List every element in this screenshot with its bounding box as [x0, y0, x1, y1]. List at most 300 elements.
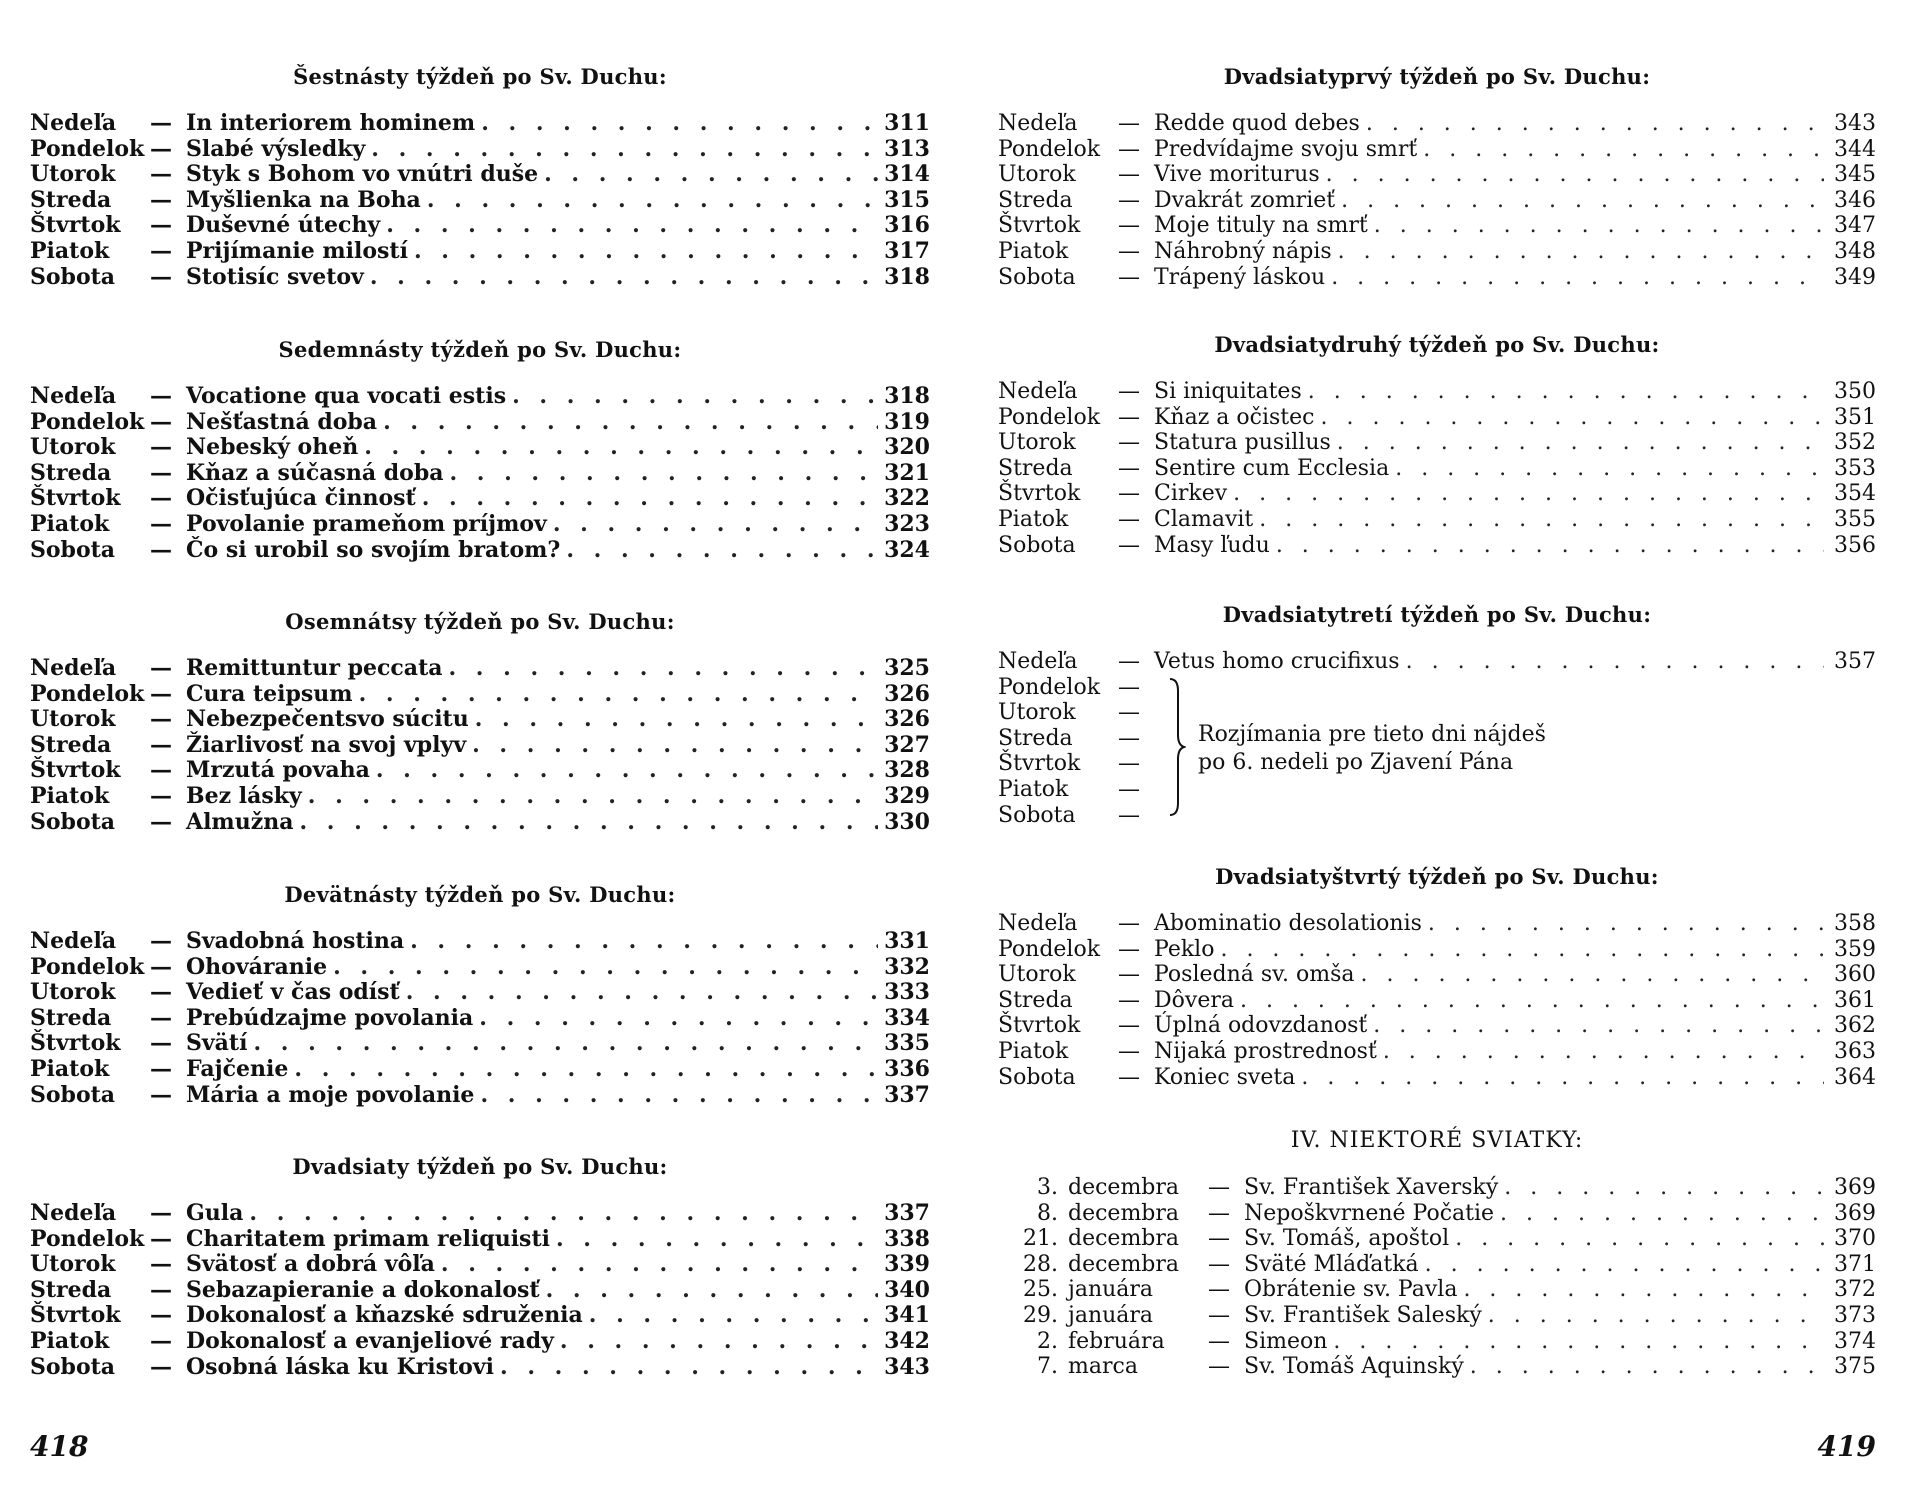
entry-title: Peklo — [1154, 936, 1215, 962]
entry-dash: — — [150, 263, 172, 290]
feast-entry — [998, 1303, 1876, 1329]
entry-page-number: 318 — [884, 263, 930, 290]
dot-leader — [1240, 988, 1824, 1014]
entry-dash: — — [150, 1004, 172, 1031]
entry-dash: — — [1118, 264, 1140, 290]
entry-page-number: 319 — [884, 408, 930, 435]
right-page — [998, 0, 1876, 1500]
toc-entry — [998, 481, 1876, 507]
dot-leader — [1326, 162, 1824, 188]
entry-dash: — — [1118, 162, 1140, 188]
toc-entry — [30, 733, 930, 759]
entry-page-number: 316 — [884, 212, 930, 239]
dot-leader — [410, 929, 878, 955]
dot-leader — [1276, 533, 1824, 559]
entry-dash: — — [150, 536, 172, 563]
dot-leader — [1337, 430, 1824, 456]
entry-title: Moje tituly na smrť — [1154, 213, 1368, 239]
toc-entry — [30, 810, 930, 836]
entry-page-number: 333 — [884, 979, 930, 1006]
dot-leader — [1373, 1013, 1824, 1039]
entry-title: Sv. Tomáš Aquinský — [1244, 1354, 1464, 1380]
dot-leader — [253, 1031, 878, 1057]
entry-title: Dôvera — [1154, 987, 1234, 1013]
section-heading: Sedemnásty týždeň po Sv. Duchu: — [278, 337, 682, 362]
entry-list — [998, 911, 1876, 1090]
dot-leader — [500, 1355, 878, 1381]
braced-note — [1198, 721, 1546, 777]
entry-page-number: 369 — [1834, 1175, 1876, 1200]
entry-list — [30, 929, 930, 1108]
entry-title: Osobná láska ku Kristovi — [186, 1353, 494, 1380]
entry-title: Nijaká prostrednosť — [1154, 1038, 1377, 1064]
feast-date-month: decembra — [1068, 1175, 1180, 1200]
page-folio: 419 — [1817, 1430, 1876, 1463]
toc-entry — [30, 758, 930, 784]
section — [30, 607, 930, 835]
entry-day: Nedeľa — [30, 928, 117, 954]
entry-page-number: 325 — [884, 655, 930, 681]
entry-page-number: 373 — [1834, 1302, 1876, 1328]
entry-title: Prijímanie milostí — [186, 237, 408, 264]
toc-entry — [998, 239, 1876, 265]
entry-page-number: 324 — [884, 536, 930, 563]
entry-day: Pondelok — [998, 936, 1101, 962]
entry-title: Redde quod debes — [1154, 111, 1360, 136]
entry-page-number: 339 — [884, 1251, 930, 1278]
entry-title: Kňaz a očistec — [1154, 404, 1315, 430]
entry-title: Clamavit — [1154, 506, 1254, 532]
entry-dash: — — [1208, 1302, 1230, 1328]
entry-list — [998, 649, 1876, 828]
entry-day: Nedeľa — [998, 911, 1078, 936]
entry-page-number: 372 — [1834, 1277, 1876, 1303]
toc-entry — [30, 239, 930, 265]
entry-title: Svadobná hostina — [186, 928, 405, 954]
dot-leader — [1259, 507, 1824, 533]
entry-day: Sobota — [998, 802, 1076, 828]
entry-dash: — — [150, 782, 172, 809]
entry-title: Duševné útechy — [186, 212, 381, 239]
dot-leader — [1374, 213, 1824, 239]
entry-day: Sobota — [30, 808, 116, 835]
dot-leader — [249, 1201, 878, 1227]
dot-leader — [480, 1083, 878, 1109]
entry-page-number: 370 — [1834, 1226, 1876, 1252]
entry-page-number: 326 — [884, 706, 930, 733]
entry-day: Piatok — [30, 1055, 110, 1082]
entry-day: Štvrtok — [998, 481, 1081, 507]
entry-page-number: 357 — [1834, 649, 1876, 674]
entry-page-number: 375 — [1834, 1354, 1876, 1380]
toc-entry — [30, 213, 930, 239]
entry-page-number: 347 — [1834, 213, 1876, 239]
entry-day: Nedeľa — [998, 379, 1078, 404]
entry-page-number: 345 — [1834, 162, 1876, 188]
section-heading: Dvadsiatytretí týždeň po Sv. Duchu: — [1222, 602, 1652, 627]
toc-entry — [998, 188, 1876, 214]
dot-leader — [308, 784, 878, 810]
feast-entry — [998, 1175, 1876, 1201]
curly-brace-icon — [1166, 677, 1186, 817]
entry-day: Piatok — [998, 238, 1069, 264]
braced-note-line: Rozjímania pre tieto dni nájdeš — [1198, 721, 1546, 747]
feast-date-day: 29. — [1023, 1302, 1058, 1328]
toc-entry — [998, 911, 1876, 937]
entry-day: Piatok — [998, 506, 1069, 532]
entry-day: Streda — [30, 1276, 112, 1303]
entry-dash: — — [150, 757, 172, 784]
dot-leader — [359, 682, 878, 708]
entry-day: Nedeľa — [30, 1200, 117, 1226]
toc-entry — [998, 137, 1876, 163]
entry-day: Štvrtok — [30, 757, 121, 784]
entry-title: Dokonalosť a evanjeliové rady — [186, 1327, 554, 1354]
entry-dash: — — [150, 680, 172, 707]
entry-page-number: 350 — [1834, 379, 1876, 404]
toc-entry — [30, 682, 930, 708]
entry-dash: — — [1118, 379, 1140, 404]
entry-day: Sobota — [30, 1081, 116, 1108]
toc-entry — [998, 379, 1876, 405]
feast-date-month: decembra — [1068, 1226, 1180, 1252]
entry-day: Pondelok — [998, 404, 1101, 430]
entry-day: Nedeľa — [30, 383, 117, 409]
entry-dash: — — [1118, 936, 1140, 962]
entry-title: Statura pusillus — [1154, 430, 1331, 456]
entry-title: Vocatione qua vocati estis — [186, 383, 507, 409]
entry-page-number: 348 — [1834, 238, 1876, 264]
entry-day: Streda — [998, 987, 1073, 1013]
entry-page-number: 340 — [884, 1276, 930, 1303]
entry-day: Utorok — [998, 430, 1076, 456]
entry-page-number: 354 — [1834, 481, 1876, 507]
entry-dash: — — [1118, 802, 1140, 828]
dot-leader — [1395, 456, 1824, 482]
toc-entry — [30, 1031, 930, 1057]
entry-day: Štvrtok — [998, 751, 1081, 777]
entry-page-number: 327 — [884, 731, 930, 758]
entry-day: Utorok — [998, 700, 1076, 726]
entry-title: Almužna — [186, 808, 294, 835]
entry-title: Abominatio desolationis — [1154, 911, 1422, 936]
entry-dash: — — [150, 459, 172, 486]
entry-dash: — — [150, 110, 172, 136]
entry-title: Prebúdzajme povolania — [186, 1004, 474, 1031]
toc-entry — [30, 1329, 930, 1355]
entry-dash: — — [1118, 700, 1140, 726]
entry-dash: — — [150, 237, 172, 264]
entry-title: Simeon — [1244, 1328, 1328, 1354]
entry-day: Nedeľa — [30, 110, 117, 136]
entry-day: Sobota — [30, 536, 116, 563]
entry-dash: — — [150, 186, 172, 213]
entry-page-number: 329 — [884, 782, 930, 809]
entry-dash: — — [1118, 911, 1140, 936]
entry-dash: — — [150, 1302, 172, 1329]
section-heading: Dvadsiatydruhý týždeň po Sv. Duchu: — [1214, 332, 1660, 357]
braced-day-group — [998, 675, 1876, 829]
toc-entry — [998, 1013, 1876, 1039]
entry-dash: — — [150, 1055, 172, 1082]
entry-dash: — — [150, 1353, 172, 1380]
dot-leader — [1488, 1303, 1824, 1329]
entry-dash: — — [1118, 481, 1140, 507]
entry-title: Slabé výsledky — [186, 135, 366, 162]
entry-page-number: 342 — [884, 1327, 930, 1354]
dot-leader — [370, 265, 878, 291]
entry-page-number: 318 — [884, 383, 930, 409]
entry-title: Posledná sv. omša — [1154, 962, 1355, 988]
entry-page-number: 358 — [1834, 911, 1876, 936]
toc-entry — [998, 507, 1876, 533]
dot-leader — [383, 410, 878, 436]
entry-page-number: 356 — [1834, 532, 1876, 558]
dot-leader — [1406, 649, 1824, 675]
entry-page-number: 313 — [884, 135, 930, 162]
braced-day — [998, 777, 1876, 803]
toc-entry — [998, 456, 1876, 482]
entry-page-number: 337 — [884, 1081, 930, 1108]
entry-day: Utorok — [998, 962, 1076, 988]
entry-day: Streda — [998, 725, 1073, 751]
toc-entry — [998, 988, 1876, 1014]
toc-entry — [30, 1057, 930, 1083]
entry-day: Streda — [998, 455, 1073, 481]
entry-title: Vedieť v čas odísť — [186, 979, 400, 1006]
entry-title: Čo si urobil so svojím bratom? — [186, 536, 561, 563]
toc-entry — [30, 1303, 930, 1329]
entry-page-number: 360 — [1834, 962, 1876, 988]
entry-page-number: 337 — [884, 1200, 930, 1226]
entry-dash: — — [1118, 1064, 1140, 1090]
dot-leader — [1341, 188, 1824, 214]
dot-leader — [449, 461, 878, 487]
dot-leader — [1321, 405, 1825, 431]
entry-day: Piatok — [998, 776, 1069, 802]
entry-page-number: 355 — [1834, 506, 1876, 532]
entry-day: Štvrtok — [998, 213, 1081, 239]
entry-day: Štvrtok — [30, 1302, 121, 1329]
entry-dash: — — [150, 485, 172, 512]
entry-title: Si iniquitates — [1154, 379, 1302, 404]
section-heading: Dvadsiaty týždeň po Sv. Duchu: — [292, 1154, 668, 1179]
entry-day: Utorok — [998, 162, 1076, 188]
entry-day: Nedeľa — [30, 655, 117, 681]
toc-entry — [30, 1278, 930, 1304]
entry-day: Pondelok — [30, 953, 145, 980]
entry-list — [30, 384, 930, 563]
page-folio: 418 — [30, 1430, 89, 1463]
dot-leader — [544, 162, 878, 188]
dot-leader — [479, 1006, 878, 1032]
entry-title: Svätí — [186, 1030, 248, 1057]
entry-day: Streda — [30, 731, 112, 758]
dot-leader — [1504, 1175, 1824, 1201]
dot-leader — [1383, 1039, 1824, 1065]
entry-day: Piatok — [30, 510, 110, 537]
entry-title: Mária a moje povolanie — [186, 1081, 475, 1108]
entry-dash: — — [1118, 987, 1140, 1013]
entry-day: Utorok — [30, 706, 116, 733]
entry-day: Utorok — [30, 434, 116, 461]
dot-leader — [294, 1057, 878, 1083]
toc-entry — [998, 937, 1876, 963]
entry-page-number: 364 — [1834, 1064, 1876, 1090]
toc-entry — [30, 137, 930, 163]
feast-entry — [998, 1201, 1876, 1227]
entry-day: Štvrtok — [30, 1030, 121, 1057]
toc-entry — [998, 533, 1876, 559]
entry-page-number: 361 — [1834, 987, 1876, 1013]
dot-leader — [556, 1227, 878, 1253]
entry-dash: — — [1118, 674, 1140, 700]
entry-page-number: 331 — [884, 928, 930, 954]
dot-leader — [376, 758, 878, 784]
entry-page-number: 328 — [884, 757, 930, 784]
entry-page-number: 314 — [884, 161, 930, 188]
dot-leader — [1455, 1226, 1824, 1252]
entry-dash: — — [150, 383, 172, 409]
section — [30, 335, 930, 563]
entry-title: Kňaz a súčasná doba — [186, 459, 444, 486]
entry-dash: — — [1118, 1038, 1140, 1064]
entry-title: Remittuntur peccata — [186, 655, 443, 681]
entry-dash: — — [150, 1225, 172, 1252]
toc-entry — [998, 430, 1876, 456]
entry-title: Gula — [186, 1200, 244, 1226]
dot-leader — [1331, 265, 1824, 291]
entry-title: Sv. Tomáš, apoštol — [1244, 1226, 1450, 1252]
dot-leader — [1338, 239, 1824, 265]
entry-title: Sentire cum Ecclesia — [1154, 455, 1390, 481]
entry-dash: — — [150, 510, 172, 537]
entry-day: Štvrtok — [30, 212, 121, 239]
entry-title: Dokonalosť a kňazské sdruženia — [186, 1302, 583, 1329]
entry-page-number: 334 — [884, 1004, 930, 1031]
entry-page-number: 374 — [1834, 1328, 1876, 1354]
dot-leader — [481, 111, 878, 137]
entry-title: Charitatem primam reliquisti — [186, 1225, 550, 1252]
toc-entry — [30, 188, 930, 214]
dot-leader — [364, 435, 878, 461]
dot-leader — [1233, 481, 1824, 507]
entry-dash: — — [1118, 238, 1140, 264]
entry-title: Ohováranie — [186, 953, 328, 980]
section — [30, 62, 930, 290]
toc-entry — [30, 162, 930, 188]
toc-entry — [998, 649, 1876, 675]
dot-leader — [427, 188, 878, 214]
entry-page-number: 344 — [1834, 136, 1876, 162]
toc-entry — [30, 265, 930, 291]
entry-dash: — — [1118, 455, 1140, 481]
dot-leader — [1425, 1252, 1824, 1278]
feast-date-month: januára — [1068, 1277, 1154, 1303]
feast-entry — [998, 1354, 1876, 1380]
entry-dash: — — [150, 1081, 172, 1108]
feast-date-month: decembra — [1068, 1200, 1180, 1226]
entry-page-number: 362 — [1834, 1013, 1876, 1039]
braced-day — [998, 803, 1876, 829]
entry-title: Svätosť a dobrá vôľa — [186, 1251, 435, 1278]
feast-entry — [998, 1252, 1876, 1278]
entry-title: Obrátenie sv. Pavla — [1244, 1277, 1458, 1303]
dot-leader — [560, 1329, 878, 1355]
feast-date-month: februára — [1068, 1328, 1165, 1354]
entry-title: Predvídajme svoju smrť — [1154, 136, 1418, 162]
entry-dash: — — [1118, 751, 1140, 777]
dot-leader — [1500, 1201, 1824, 1227]
entry-title: Náhrobný nápis — [1154, 238, 1332, 264]
section-heading: Dvadsiatyštvrtý týždeň po Sv. Duchu: — [1215, 864, 1659, 889]
dot-leader — [441, 1252, 878, 1278]
entry-title: Bez lásky — [186, 782, 302, 809]
entry-dash: — — [150, 1200, 172, 1226]
entry-page-number: 349 — [1834, 264, 1876, 290]
entry-dash: — — [150, 1030, 172, 1057]
dot-leader — [472, 733, 878, 759]
entry-day: Pondelok — [998, 136, 1101, 162]
entry-page-number: 322 — [884, 485, 930, 512]
toc-entry — [30, 1355, 930, 1381]
toc-entry — [30, 1201, 930, 1227]
dot-leader — [448, 656, 878, 682]
entry-title: Myšlienka na Boha — [186, 186, 421, 213]
entry-day: Štvrtok — [998, 1013, 1081, 1039]
feast-date-month: decembra — [1068, 1251, 1180, 1277]
toc-entry — [998, 405, 1876, 431]
dot-leader — [1360, 962, 1824, 988]
entry-dash: — — [150, 655, 172, 681]
entry-dash: — — [1118, 1013, 1140, 1039]
entry-day: Sobota — [998, 532, 1076, 558]
dot-leader — [371, 137, 878, 163]
entry-page-number: 343 — [1834, 111, 1876, 136]
entry-title: Sväté Mláďatká — [1244, 1251, 1419, 1277]
toc-entry — [30, 435, 930, 461]
entry-dash: — — [1118, 404, 1140, 430]
entry-title: Nebezpečentsvo súcitu — [186, 706, 469, 733]
entry-title: Koniec sveta — [1154, 1064, 1296, 1090]
entry-day: Pondelok — [30, 408, 145, 435]
dot-leader — [1423, 137, 1824, 163]
entry-page-number: 352 — [1834, 430, 1876, 456]
toc-entry — [30, 410, 930, 436]
dot-leader — [1366, 111, 1824, 137]
section — [998, 330, 1876, 558]
dot-leader — [1428, 911, 1824, 937]
entry-dash: — — [150, 161, 172, 188]
entry-page-number: 341 — [884, 1302, 930, 1329]
section-heading: Devätnásty týždeň po Sv. Duchu: — [284, 882, 676, 907]
section-heading: Šestnásty týždeň po Sv. Duchu: — [293, 64, 667, 89]
entry-title: Očisťujúca činnosť — [186, 485, 416, 512]
feast-entry — [998, 1226, 1876, 1252]
entry-page-number: 332 — [884, 953, 930, 980]
entry-day: Nedeľa — [998, 111, 1078, 136]
dot-leader — [475, 707, 878, 733]
entry-page-number: 351 — [1834, 404, 1876, 430]
feast-date-day: 7. — [1037, 1354, 1058, 1380]
toc-entry — [30, 707, 930, 733]
entry-dash: — — [1118, 111, 1140, 136]
entry-dash: — — [1118, 430, 1140, 456]
entry-day: Pondelok — [30, 1225, 145, 1252]
entry-day: Sobota — [30, 1353, 116, 1380]
section — [998, 600, 1876, 828]
entry-day: Sobota — [998, 264, 1076, 290]
